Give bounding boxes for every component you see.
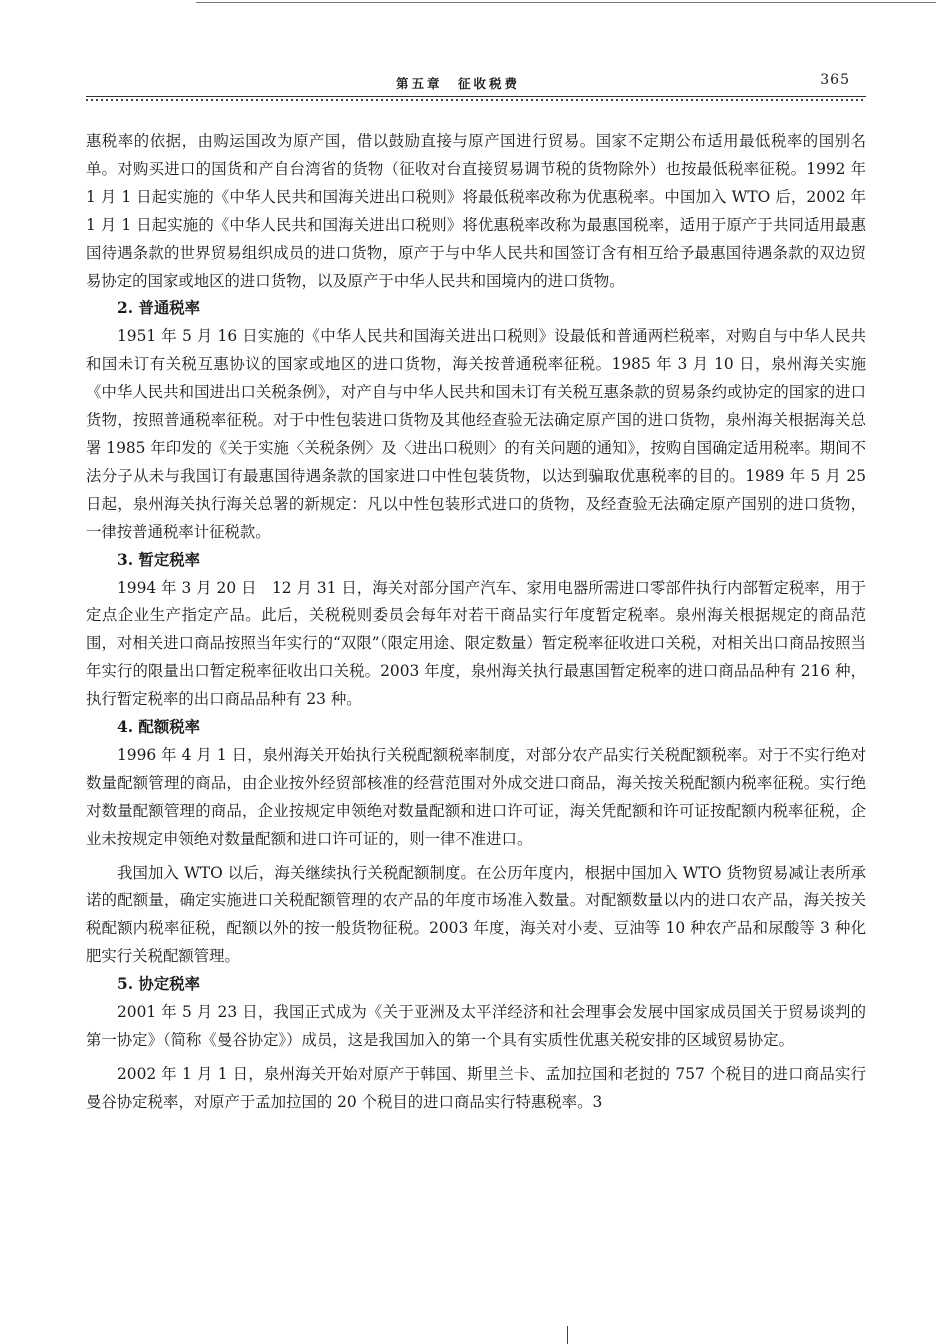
running-header — [86, 70, 866, 92]
paragraph-bangkok-rates: 2002 年 1 月 1 日，泉州海关开始对原产于韩国、斯里兰卡、孟加拉国和老挝的 757 个税目的进口商品实行曼谷协定税率，对原产于孟加拉国的 20 个税目的进口商品实行特惠税率。3 — [86, 1064, 866, 1111]
paragraph-provisional-rate: 1994 年 3 月 20 日 12 月 31 日，海关对部分国产汽车、家用电器所需进口零部件执行内部暂定税率，用于定点企业生产指定产品。此后，关税税则委员会每年对若干商品实行年度暂定税率。泉州海关根据规定的商品范围，对相关进口商品按照当年实行的“双限”（限定用途、限定数量）暂定税率征收进口关税，对相关出口商品按照当年实行的限量出口暂定税率征收出口关税。2003 年度，泉州海关执行最惠国暂定税率的进口商品品种有 216 种，执行暂定税率的出口商品品种有 23 种。 — [86, 578, 866, 709]
paragraph-quota-rate: 1996 年 4 月 1 日，泉州海关开始执行关税配额税率制度，对部分农产品实行关税配额税率。对于不实行绝对数量配额管理的商品，由企业按外经贸部核准的经营范围对外成交进口商品，海关按关税配额内税率征税。实行绝对数量配额管理的商品，企业按规定申领绝对数量配额和进口许可证，海关凭配额和许可证按配额内税率征税，企业未按规定申领绝对数量配额和进口许可证的，则一律不准进口。 — [86, 745, 866, 848]
section-heading-agreement-rate: 5. 协定税率 — [117, 975, 200, 994]
paragraph-general-rate: 1951 年 5 月 16 日实施的《中华人民共和国海关进出口税则》设最低和普通两栏税率，对购自与中华人民共和国未订有关税互惠协议的国家或地区的进口货物，海关按普通税率征税。1985 年 3 月 10 日，泉州海关实施《中华人民共和国进出口关税条例》，对产自与中华人民共和国未订有关税互惠条款的贸易条约或协定的国家的进口货物，按照普通税率征税。对于中性包装进口货物及其他经查验无法确定原产国的进口货物，泉州海关根据海关总署 1985 年印发的《关于实施〈关税条例〉及〈进出口税则〉的有关问题的通知》，按购自国确定适用税率。期间不法分子从未与我国订有最惠国待遇条款的国家进口中性包装货物，以达到骗取优惠税率的目的。1989 年 5 月 25 日起，泉州海关执行海关总署的新规定：凡以中性包装形式进口的货物，及经查验无法确定原产国别的进口货物，一律按普通税率计征税款。 — [86, 327, 867, 541]
section-heading-quota-rate: 4. 配额税率 — [117, 718, 200, 737]
section-heading-general-rate: 2. 普通税率 — [117, 299, 200, 318]
top-border-line — [196, 2, 936, 3]
decorative-header-rule — [86, 96, 866, 102]
chapter-title: 第五章 征收税费 — [396, 76, 521, 91]
main-text — [86, 128, 866, 1117]
page-number: 365 — [820, 72, 850, 88]
paragraph-most-favored-rate: 惠税率的依据，由购运国改为原产国，借以鼓励直接与原产国进行贸易。国家不定期公布适用最低税率的国别名单。对购买进口的国货和产自台湾省的货物（征收对台直接贸易调节税的货物除外）也按最低税率征税。1992 年 1 月 1 日起实施的《中华人民共和国海关进出口税则》将最低税率改称为优惠税率。中国加入 WTO 后，2002 年 1 月 1 日起实施的《中华人民共和国海关进出口税则》将优惠税率改称为最惠国税率，适用于原产于共同适用最惠国待遇条款的世界贸易组织成员的进口货物，原产于与中华人民共和国签订含有相互给予最惠国待遇条款的双边贸易协定的国家或地区的进口货物，以及原产于中华人民共和国境内的进口货物。 — [86, 132, 866, 290]
section-heading-provisional-rate: 3. 暂定税率 — [117, 550, 200, 569]
paragraph-quota-wto: 我国加入 WTO 以后，海关继续执行关税配额制度。在公历年度内，根据中国加入 WTO 货物贸易减让表所承诺的配额量，确定实施进口关税配额管理的农产品的年度市场准入数量。对配额数量以内的进口农产品，海关按关税配额内税率征税，配额以外的按一般货物征税。2003 年度，海关对小麦、豆油等 10 种农产品和尿酸等 3 种化肥实行关税配额管理。 — [86, 863, 866, 966]
paragraph-bangkok-agreement: 2001 年 5 月 23 日，我国正式成为《关于亚洲及太平洋经济和社会理事会发展中国家成员国关于贸易谈判的第一协定》（简称《曼谷协定》）成员，这是我国加入的第一个具有实质性优惠关税安排的区域贸易协定。 — [86, 1003, 866, 1049]
scan-mark — [567, 1326, 568, 1344]
